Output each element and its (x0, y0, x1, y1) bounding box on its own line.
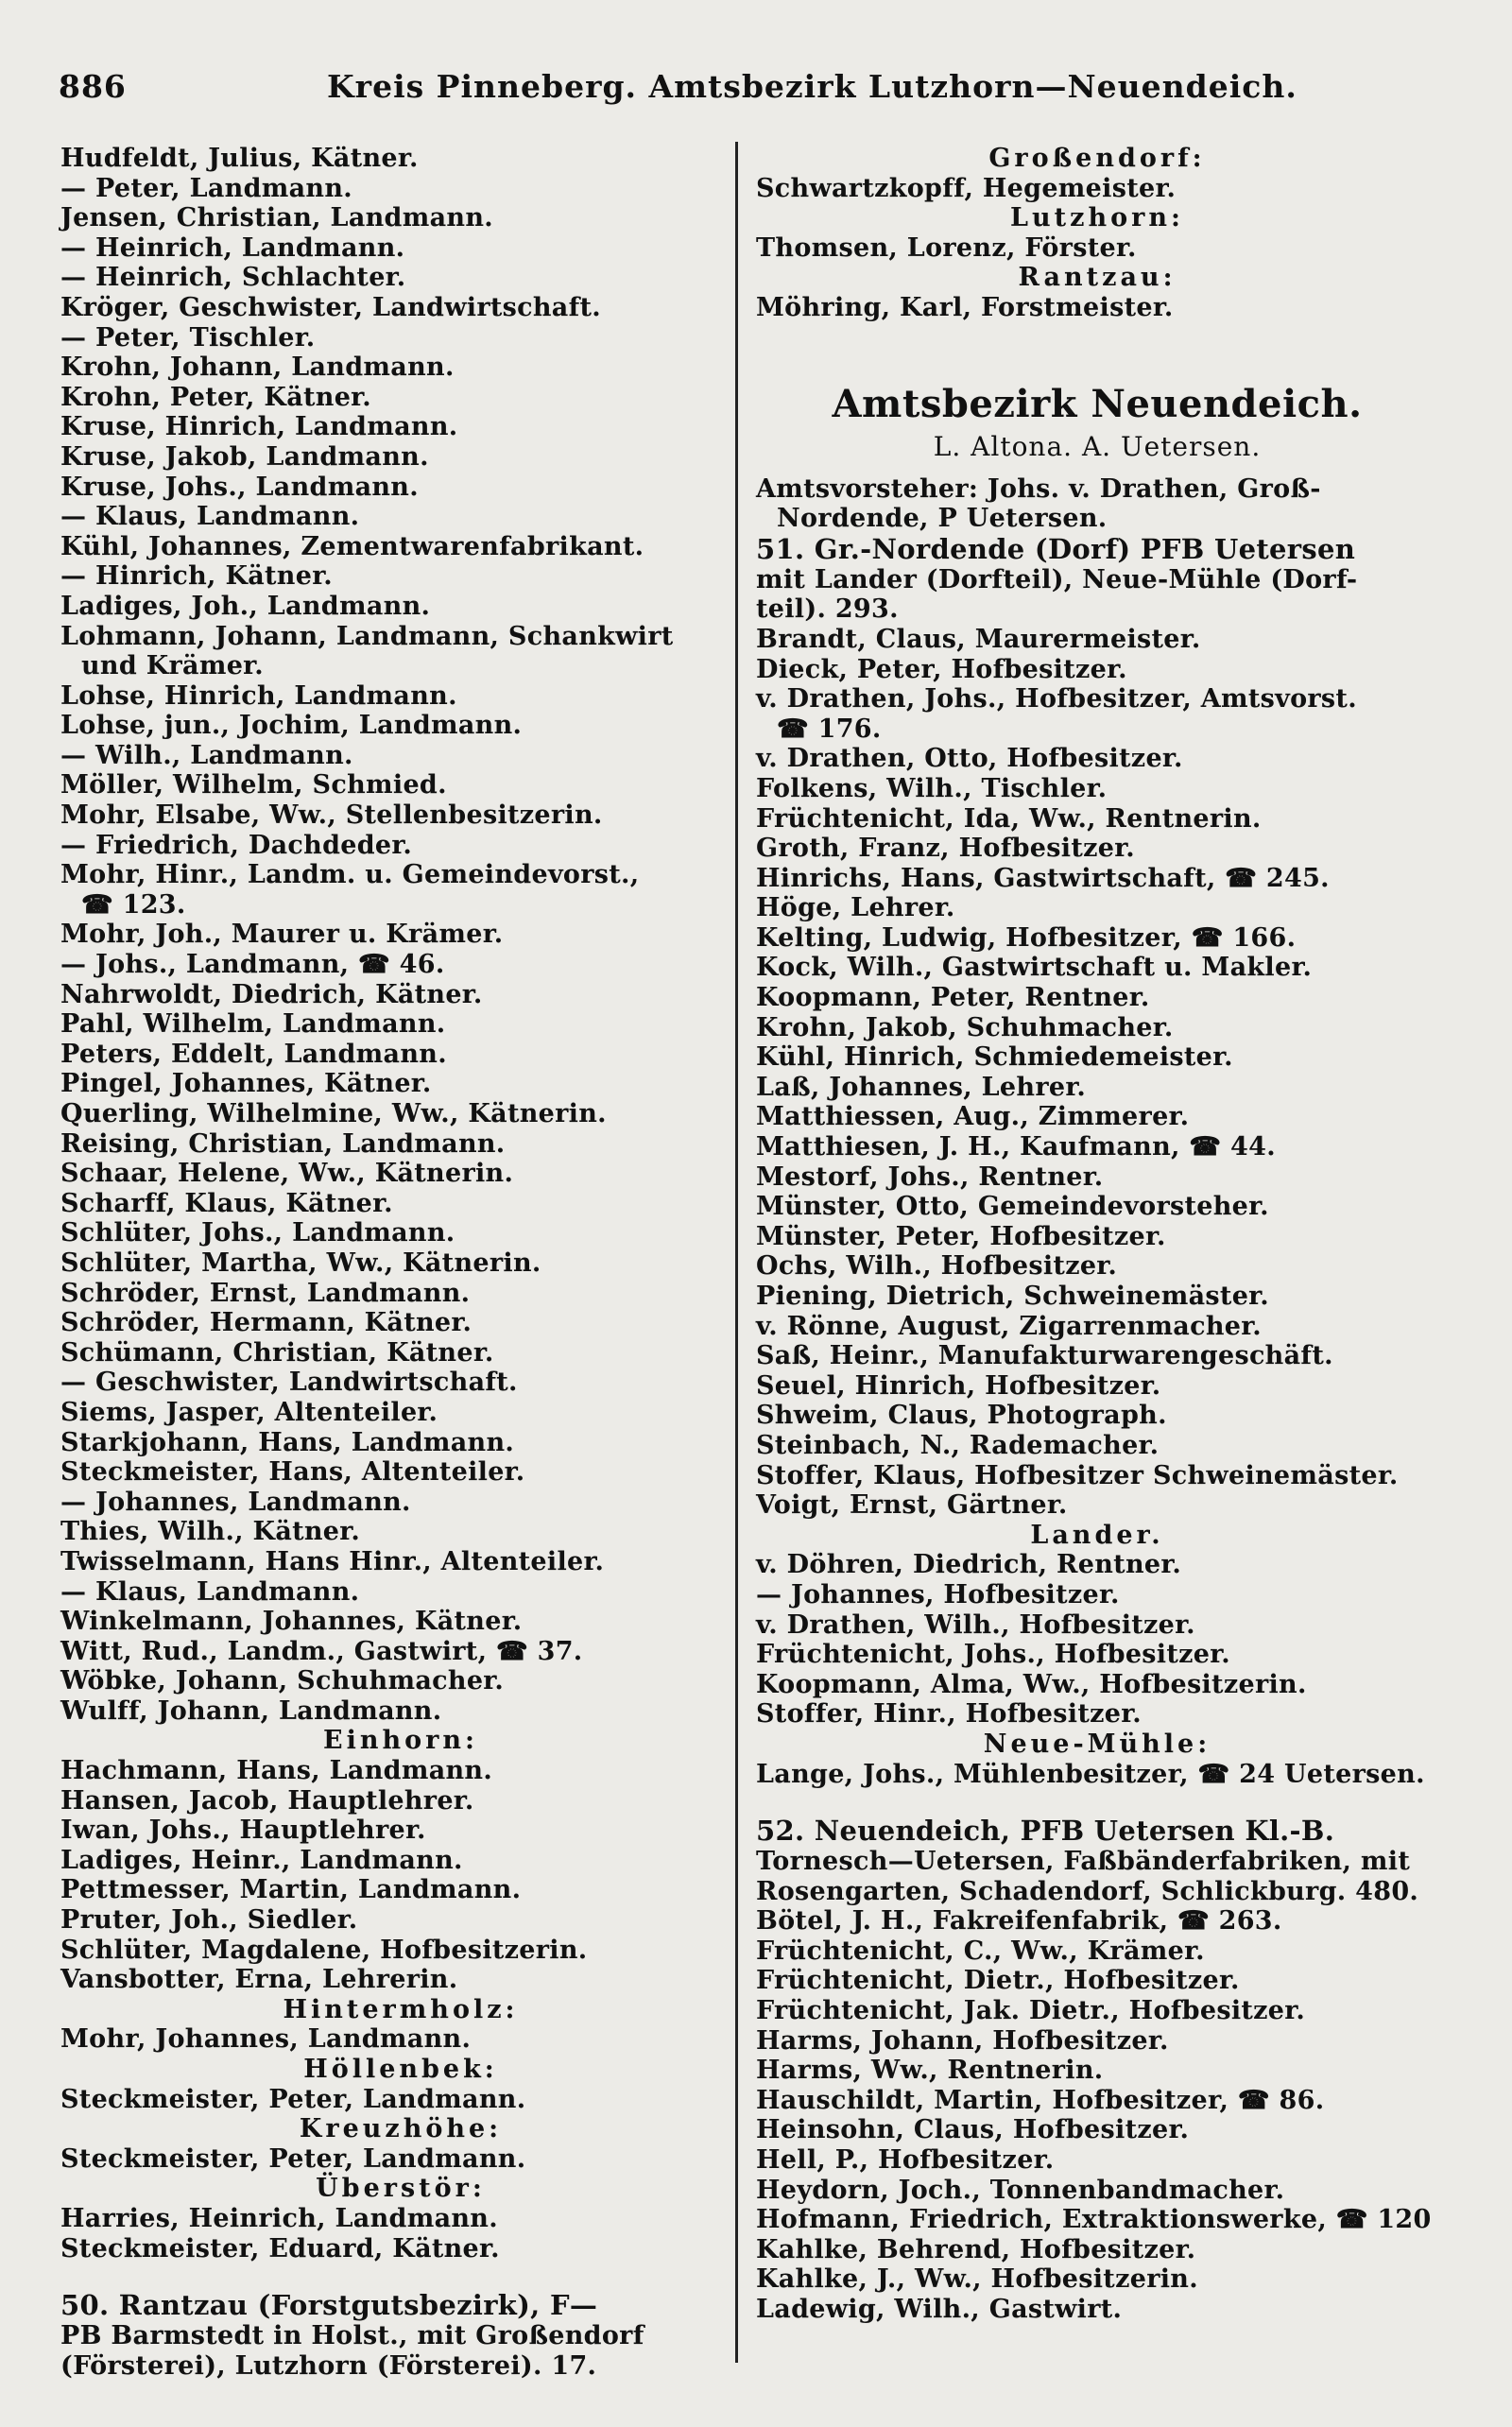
directory-line: PB Barmstedt in Holst., mit Großendorf (60, 2321, 644, 2351)
directory-line: Peters, Eddelt, Landmann. (60, 1039, 447, 1069)
section-title: Amtsbezirk Neuendeich. (832, 381, 1363, 426)
directory-line: Pettmesser, Martin, Landmann. (60, 1875, 522, 1905)
directory-line: Pahl, Wilhelm, Landmann. (60, 1009, 446, 1040)
directory-line: Mohr, Elsabe, Ww., Stellenbesitzerin. (60, 800, 603, 831)
directory-line: Kühl, Hinrich, Schmiedemeister. (756, 1042, 1233, 1073)
directory-line: Möhring, Karl, Forstmeister. (756, 292, 1174, 322)
directory-line: Steckmeister, Hans, Altenteiler. (60, 1457, 525, 1488)
directory-line: Kahlke, J., Ww., Hofbesitzerin. (756, 2264, 1198, 2295)
directory-line: 50. Rantzau (Forstgutsbezirk), F— (60, 2289, 598, 2322)
directory-line: — Johannes, Landmann. (60, 1487, 411, 1517)
directory-line: Shweim, Claus, Photograph. (756, 1401, 1167, 1431)
locality-heading: Lutzhorn: (1010, 203, 1184, 233)
directory-line: Kröger, Geschwister, Landwirtschaft. (60, 292, 601, 322)
directory-line: Schümann, Christian, Kätner. (60, 1337, 494, 1368)
directory-line: ☎ 176. (777, 714, 882, 744)
directory-line: v. Rönne, August, Zigarrenmacher. (756, 1311, 1262, 1341)
directory-line: 51. Gr.-Nordende (Dorf) PFB Uetersen (756, 532, 1356, 565)
directory-line: Schwartzkopff, Hegemeister. (756, 173, 1177, 203)
locality-heading: Hintermholz: (283, 1994, 519, 2024)
directory-line: 52. Neuendeich, PFB Uetersen Kl.-B. (756, 1815, 1335, 1848)
directory-line: Ochs, Wilh., Hofbesitzer. (756, 1251, 1118, 1282)
directory-line: Vansbotter, Erna, Lehrerin. (60, 1965, 458, 1995)
directory-line: Kühl, Johannes, Zementwarenfabrikant. (60, 531, 644, 561)
directory-line: Koopmann, Peter, Rentner. (756, 983, 1150, 1013)
directory-line: Rosengarten, Schadendorf, Schlickburg. 480. (756, 1876, 1419, 1906)
directory-line: Lohmann, Johann, Landmann, Schankwirt (60, 621, 674, 651)
directory-line: Krohn, Jakob, Schuhmacher. (756, 1012, 1174, 1042)
section-subtitle: L. Altona. A. Uetersen. (933, 430, 1262, 462)
directory-line: Winkelmann, Johannes, Kätner. (60, 1607, 523, 1637)
directory-line: Koopmann, Alma, Ww., Hofbesitzerin. (756, 1669, 1307, 1699)
directory-line: v. Döhren, Diedrich, Rentner. (756, 1550, 1182, 1580)
directory-line: Höge, Lehrer. (756, 893, 955, 923)
directory-line: Laß, Johannes, Lehrer. (756, 1072, 1087, 1102)
page-header (53, 68, 1459, 125)
directory-line: Früchtenicht, Ida, Ww., Rentnerin. (756, 803, 1262, 834)
directory-line: — Peter, Landmann. (60, 173, 352, 203)
locality-heading: Rantzau: (1018, 263, 1177, 293)
directory-line: Schlüter, Martha, Ww., Kätnerin. (60, 1248, 541, 1278)
locality-heading: Höllenbek: (303, 2055, 498, 2084)
directory-line: Wöbke, Johann, Schuhmacher. (60, 1666, 505, 1696)
directory-line: Ladewig, Wilh., Gastwirt. (756, 2295, 1123, 2324)
directory-line: — Friedrich, Dachdeder. (60, 830, 413, 860)
directory-line: Steinbach, N., Rademacher. (756, 1430, 1160, 1460)
directory-line: Groth, Franz, Hofbesitzer. (756, 834, 1135, 864)
directory-line: — Klaus, Landmann. (60, 1576, 360, 1607)
directory-line: Harms, Ww., Rentnerin. (756, 2056, 1104, 2086)
directory-line: Lange, Johs., Mühlenbesitzer, ☎ 24 Uetersen. (756, 1759, 1425, 1789)
directory-line: Früchtenicht, Dietr., Hofbesitzer. (756, 1966, 1240, 1996)
directory-line: — Heinrich, Schlachter. (60, 263, 406, 293)
locality-heading: Neue-Mühle: (983, 1729, 1211, 1759)
directory-line: Krohn, Peter, Kätner. (60, 382, 371, 412)
directory-line: Mohr, Hinr., Landm. u. Gemeindevorst., (60, 860, 640, 890)
directory-line: v. Drathen, Johs., Hofbesitzer, Amtsvorst. (756, 684, 1357, 714)
right-column (756, 144, 1438, 2325)
directory-line: Voigt, Ernst, Gärtner. (756, 1490, 1068, 1521)
directory-line: Matthiesen, J. H., Kaufmann, ☎ 44. (756, 1132, 1276, 1162)
directory-line: Hudfeldt, Julius, Kätner. (60, 144, 419, 173)
directory-line: Hell, P., Hofbesitzer. (756, 2145, 1055, 2176)
directory-line: — Geschwister, Landwirtschaft. (60, 1368, 518, 1398)
directory-line: Iwan, Johs., Hauptlehrer. (60, 1816, 426, 1846)
directory-line: Krohn, Johann, Landmann. (60, 353, 455, 383)
directory-line: Steckmeister, Eduard, Kätner. (60, 2233, 500, 2263)
directory-line: — Peter, Tischler. (60, 322, 316, 353)
directory-line: und Krämer. (81, 651, 264, 681)
directory-line: Lohse, jun., Jochim, Landmann. (60, 711, 523, 741)
directory-line: Stoffer, Klaus, Hofbesitzer Schweinemäster. (756, 1460, 1399, 1490)
locality-heading: Einhorn: (323, 1726, 478, 1756)
directory-line: Kruse, Johs., Landmann. (60, 472, 419, 502)
directory-line: Brandt, Claus, Maurermeister. (756, 624, 1201, 654)
directory-line: Harms, Johann, Hofbesitzer. (756, 2025, 1169, 2056)
directory-line: — Klaus, Landmann. (60, 502, 360, 532)
directory-line: Piening, Dietrich, Schweinemäster. (756, 1282, 1269, 1311)
locality-heading: Großendorf: (988, 144, 1206, 173)
directory-line: v. Drathen, Otto, Hofbesitzer. (756, 744, 1183, 774)
directory-line: Pingel, Johannes, Kätner. (60, 1069, 432, 1099)
directory-line: Steckmeister, Peter, Landmann. (60, 2084, 526, 2114)
directory-line: (Försterei), Lutzhorn (Försterei). 17. (60, 2350, 597, 2381)
directory-line: Saß, Heinr., Manufakturwarengeschäft. (756, 1341, 1333, 1371)
directory-line: — Johannes, Hofbesitzer. (756, 1579, 1120, 1609)
directory-line: Seuel, Hinrich, Hofbesitzer. (756, 1370, 1161, 1401)
directory-line: Kahlke, Behrend, Hofbesitzer. (756, 2234, 1196, 2264)
directory-line: Thies, Wilh., Kätner. (60, 1517, 361, 1547)
directory-line: Witt, Rud., Landm., Gastwirt, ☎ 37. (60, 1636, 583, 1666)
directory-line: Ladiges, Heinr., Landmann. (60, 1845, 463, 1875)
locality-heading: Kreuzhöhe: (299, 2114, 503, 2144)
directory-line: Möller, Wilhelm, Schmied. (60, 770, 447, 800)
directory-line: Nordende, P Uetersen. (777, 504, 1108, 534)
directory-line: Steckmeister, Peter, Landmann. (60, 2143, 526, 2174)
directory-line: Bötel, J. H., Fakreifenfabrik, ☎ 263. (756, 1906, 1282, 1936)
directory-line: Münster, Otto, Gemeindevorsteher. (756, 1192, 1269, 1222)
directory-line: Kruse, Hinrich, Landmann. (60, 412, 458, 442)
directory-line: Reising, Christian, Landmann. (60, 1128, 506, 1159)
directory-line: Jensen, Christian, Landmann. (60, 203, 493, 233)
directory-line: Matthiessen, Aug., Zimmerer. (756, 1102, 1190, 1132)
directory-line: Scharff, Klaus, Kätner. (60, 1188, 393, 1218)
directory-line: v. Drathen, Wilh., Hofbesitzer. (756, 1609, 1195, 1640)
directory-line: Querling, Wilhelmine, Ww., Kätnerin. (60, 1099, 607, 1128)
directory-line: Hinrichs, Hans, Gastwirtschaft, ☎ 245. (756, 863, 1330, 893)
directory-line: Mohr, Johannes, Landmann. (60, 2024, 472, 2055)
directory-line: Pruter, Joh., Siedler. (60, 1905, 358, 1936)
directory-line: Hauschildt, Martin, Hofbesitzer, ☎ 86. (756, 2085, 1325, 2115)
directory-line: Starkjohann, Hans, Landmann. (60, 1427, 515, 1457)
directory-line: — Johs., Landmann, ☎ 46. (60, 950, 445, 980)
directory-line: Münster, Peter, Hofbesitzer. (756, 1221, 1166, 1251)
directory-line: Kock, Wilh., Gastwirtschaft u. Makler. (756, 953, 1313, 983)
directory-line: — Hinrich, Kätner. (60, 561, 333, 592)
directory-line: Ladiges, Joh., Landmann. (60, 591, 431, 621)
directory-line: Früchtenicht, Jak. Dietr., Hofbesitzer. (756, 1996, 1306, 2026)
right-column-entries (756, 474, 1438, 2325)
directory-line: Schlüter, Johs., Landmann. (60, 1218, 455, 1248)
directory-line: Harries, Heinrich, Landmann. (60, 2203, 498, 2233)
directory-line: Dieck, Peter, Hofbesitzer. (756, 654, 1127, 684)
directory-line: Kelting, Ludwig, Hofbesitzer, ☎ 166. (756, 922, 1297, 953)
directory-line: Folkens, Wilh., Tischler. (756, 773, 1108, 803)
directory-line: — Wilh., Landmann. (60, 740, 353, 770)
left-column (60, 144, 741, 2381)
directory-line: Schröder, Hermann, Kätner. (60, 1308, 472, 1338)
directory-line: ☎ 123. (81, 889, 186, 920)
directory-line: Nahrwoldt, Diedrich, Kätner. (60, 979, 483, 1009)
locality-heading: Lander. (1030, 1520, 1164, 1550)
directory-line: — Heinrich, Landmann. (60, 232, 405, 263)
page-number: 886 (59, 68, 127, 105)
directory-line: Mestorf, Johs., Rentner. (756, 1162, 1104, 1192)
running-title: Kreis Pinneberg. Amtsbezirk Lutzhorn—Neuendeich. (327, 68, 1297, 105)
directory-line: Wulff, Johann, Landmann. (60, 1695, 442, 1726)
directory-line: Amtsvorsteher: Johs. v. Drathen, Groß- (756, 473, 1321, 504)
directory-line: Hofmann, Friedrich, Extraktionswerke, ☎ 120 (756, 2205, 1432, 2235)
directory-line: Früchtenicht, Johs., Hofbesitzer. (756, 1640, 1230, 1670)
directory-line: Thomsen, Lorenz, Förster. (756, 232, 1137, 263)
directory-line: Hachmann, Hans, Landmann. (60, 1756, 493, 1786)
directory-line: Lohse, Hinrich, Landmann. (60, 680, 457, 711)
directory-line: Früchtenicht, C., Ww., Krämer. (756, 1936, 1205, 1966)
directory-line: Twisselmann, Hans Hinr., Altenteiler. (60, 1546, 605, 1576)
directory-line: Schröder, Ernst, Landmann. (60, 1278, 471, 1308)
right-column-top (756, 144, 1438, 323)
directory-line: Stoffer, Hinr., Hofbesitzer. (756, 1699, 1142, 1730)
directory-line: teil). 293. (756, 594, 899, 625)
locality-heading: Überstör: (316, 2174, 486, 2204)
directory-line: Schlüter, Magdalene, Hofbesitzerin. (60, 1935, 588, 1965)
directory-line: Schaar, Helene, Ww., Kätnerin. (60, 1159, 514, 1189)
directory-line: Siems, Jasper, Altenteiler. (60, 1397, 438, 1427)
directory-line: Kruse, Jakob, Landmann. (60, 441, 429, 472)
directory-line: Heydorn, Joch., Tonnenbandmacher. (756, 2175, 1285, 2205)
directory-line: Tornesch—Uetersen, Faßbänderfabriken, mit (756, 1847, 1411, 1877)
directory-line: Mohr, Joh., Maurer u. Krämer. (60, 920, 504, 950)
directory-line: Hansen, Jacob, Hauptlehrer. (60, 1785, 474, 1816)
directory-line: Heinsohn, Claus, Hofbesitzer. (756, 2115, 1190, 2145)
directory-line: mit Lander (Dorfteil), Neue-Mühle (Dorf- (756, 564, 1358, 594)
